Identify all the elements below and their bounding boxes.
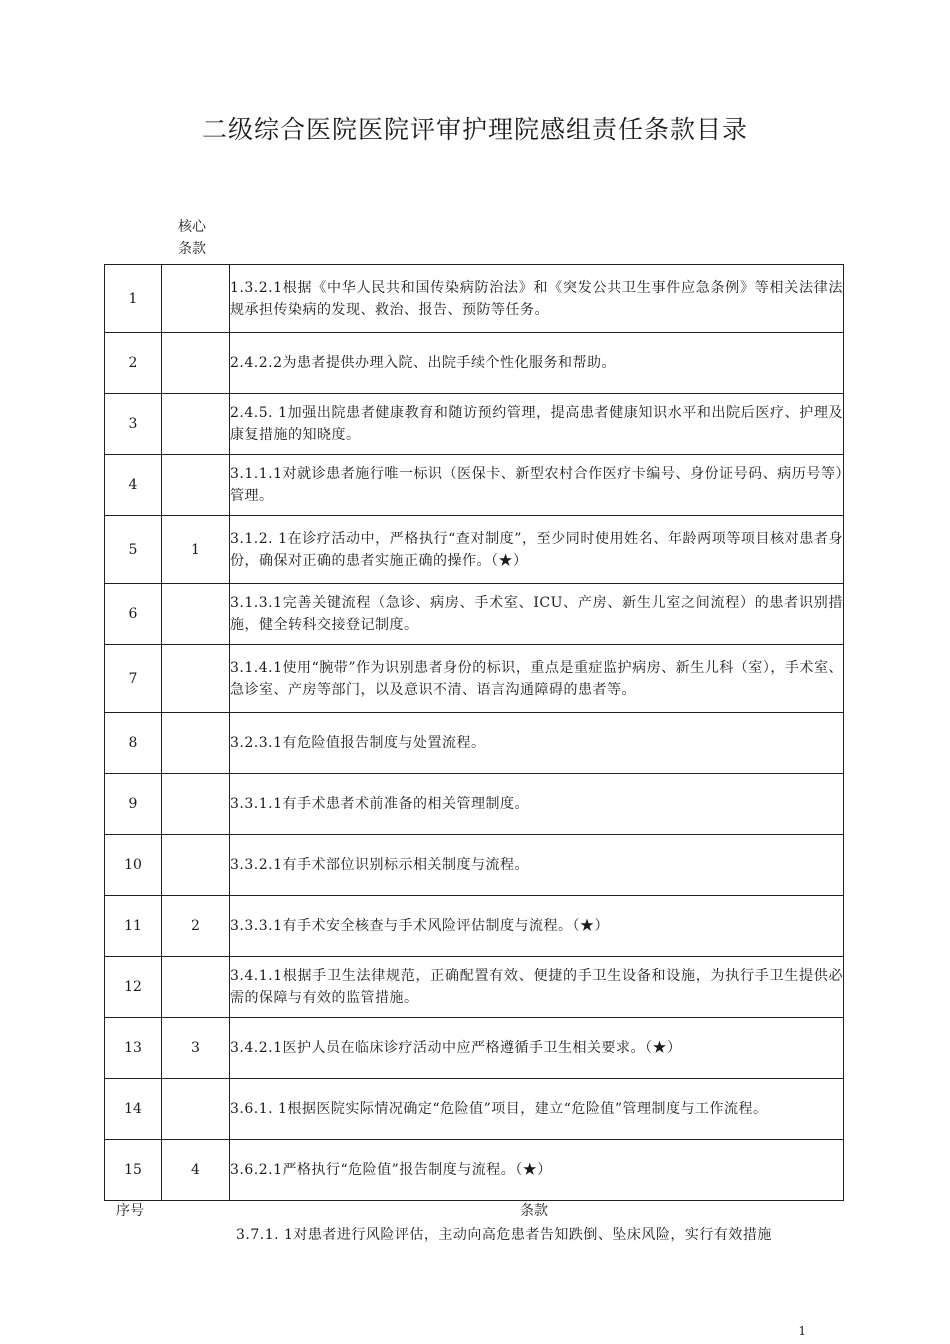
row-seq-cell: 1 (105, 265, 162, 333)
row-core-cell (162, 957, 230, 1018)
row-clause-cell: 3.6.1. 1根据医院实际情况确定“危险值”项目，建立“危险值”管理制度与工作流程。 (230, 1079, 844, 1140)
core-clause-header (178, 216, 206, 260)
table-row (105, 455, 844, 516)
table-row (105, 584, 844, 645)
row-core-cell (162, 1079, 230, 1140)
row-seq-cell: 13 (105, 1018, 162, 1079)
table-row (105, 1018, 844, 1079)
table-row (105, 896, 844, 957)
row-seq-cell: 2 (105, 333, 162, 394)
row-seq-cell: 3 (105, 394, 162, 455)
table-row (105, 1079, 844, 1140)
table-row (105, 265, 844, 333)
row-clause-cell: 2.4.2.2为患者提供办理入院、出院手续个性化服务和帮助。 (230, 333, 844, 394)
clause-column-label: 条款 (520, 1203, 548, 1219)
row-clause-cell: 3.4.1.1根据手卫生法律规范，正确配置有效、便捷的手卫生设备和设施，为执行手卫生提供必需的保障与有效的监管措施。 (230, 957, 844, 1018)
row-core-cell: 3 (162, 1018, 230, 1079)
core-header-line-1: 核心 (178, 219, 206, 235)
row-seq-cell: 14 (105, 1079, 162, 1140)
row-core-cell (162, 333, 230, 394)
table-row (105, 645, 844, 713)
row-core-cell (162, 835, 230, 896)
row-clause-cell: 2.4.5. 1加强出院患者健康教育和随访预约管理，提高患者健康知识水平和出院后医疗、护理及康复措施的知晓度。 (230, 394, 844, 455)
table-row (105, 516, 844, 584)
row-clause-cell: 3.1.1.1对就诊患者施行唯一标识（医保卡、新型农村合作医疗卡编号、身份证号码、病历号等）管理。 (230, 455, 844, 516)
row-core-cell: 1 (162, 516, 230, 584)
row-core-cell (162, 774, 230, 835)
row-clause-cell: 3.1.4.1使用“腕带”作为识别患者身份的标识，重点是重症监护病房、新生儿科（室），手术室、急诊室、产房等部门，以及意识不清、语言沟通障碍的患者等。 (230, 645, 844, 713)
row-core-cell: 4 (162, 1140, 230, 1201)
page-number: 1 (798, 1324, 806, 1338)
row-seq-cell: 5 (105, 516, 162, 584)
seq-column-label: 序号 (116, 1203, 144, 1219)
row-core-cell (162, 645, 230, 713)
row-seq-cell: 12 (105, 957, 162, 1018)
table-row (105, 774, 844, 835)
table-row (105, 835, 844, 896)
row-seq-cell: 10 (105, 835, 162, 896)
row-seq-cell: 6 (105, 584, 162, 645)
row-seq-cell: 4 (105, 455, 162, 516)
table-row (105, 394, 844, 455)
row-core-cell: 2 (162, 896, 230, 957)
row-clause-cell: 3.3.2.1有手术部位识别标示相关制度与流程。 (230, 835, 844, 896)
row-core-cell (162, 265, 230, 333)
row-clause-cell: 3.1.3.1完善关键流程（急诊、病房、手术室、ICU、产房、新生儿室之间流程）的患者识别措施，健全转科交接登记制度。 (230, 584, 844, 645)
clause-table (104, 264, 844, 1201)
row-clause-cell: 3.3.1.1有手术患者术前准备的相关管理制度。 (230, 774, 844, 835)
row-seq-cell: 7 (105, 645, 162, 713)
row-clause-cell: 3.2.3.1有危险值报告制度与处置流程。 (230, 713, 844, 774)
row-clause-cell: 3.3.3.1有手术安全核查与手术风险评估制度与流程。（★） (230, 896, 844, 957)
row-core-cell (162, 394, 230, 455)
core-header-line-2: 条款 (178, 241, 206, 257)
row-core-cell (162, 584, 230, 645)
row-clause-cell: 1.3.2.1根据《中华人民共和国传染病防治法》和《突发公共卫生事件应急条例》等相关法律法规承担传染病的发现、救治、报告、预防等任务。 (230, 265, 844, 333)
table-row (105, 333, 844, 394)
row-clause-cell: 3.4.2.1医护人员在临床诊疗活动中应严格遵循手卫生相关要求。（★） (230, 1018, 844, 1079)
row-core-cell (162, 713, 230, 774)
row-seq-cell: 15 (105, 1140, 162, 1201)
row-clause-cell: 3.6.2.1严格执行“危险值”报告制度与流程。（★） (230, 1140, 844, 1201)
table-row (105, 957, 844, 1018)
continued-clause-text: 3.7.1. 1对患者进行风险评估，主动向高危患者告知跌倒、坠床风险，实行有效措施 (236, 1227, 772, 1243)
page-title: 二级综合医院医院评审护理院感组责任条款目录 (201, 115, 748, 144)
table-row (105, 1140, 844, 1201)
row-seq-cell: 9 (105, 774, 162, 835)
row-seq-cell: 8 (105, 713, 162, 774)
row-clause-cell: 3.1.2. 1在诊疗活动中，严格执行“查对制度”，至少同时使用姓名、年龄两项等项目核对患者身份，确保对正确的患者实施正确的操作。（★） (230, 516, 844, 584)
clause-table-body (105, 265, 844, 1201)
row-seq-cell: 11 (105, 896, 162, 957)
row-core-cell (162, 455, 230, 516)
table-row (105, 713, 844, 774)
